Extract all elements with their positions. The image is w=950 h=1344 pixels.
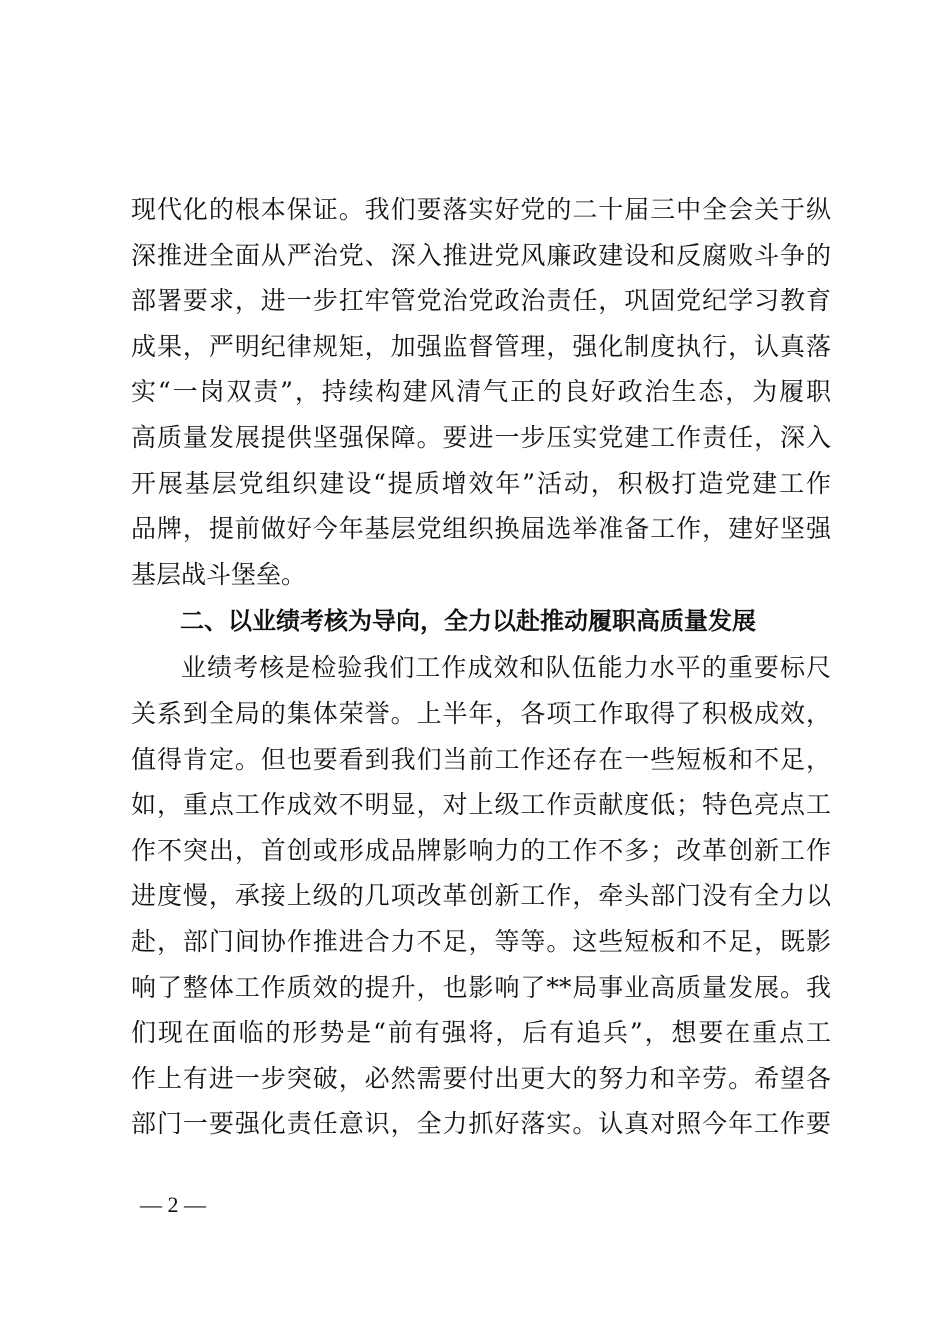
text-line: 基层战斗堡垒。 <box>131 559 307 589</box>
text-line: 响了整体工作质效的提升，也影响了**局事业高质量发展。我 <box>131 972 831 1002</box>
text-line: 部门一要强化责任意识，全力抓好落实。认真对照今年工作要 <box>131 1109 831 1139</box>
text-line: 值得肯定。但也要看到我们当前工作还存在一些短板和不足， <box>131 744 831 774</box>
text-line: 成果，严明纪律规矩，加强监督管理，强化制度执行，认真落 <box>131 331 831 361</box>
text-line: 实“一岗双责”，持续构建风清气正的良好政治生态，为履职 <box>131 377 831 407</box>
text-line: 深推进全面从严治党、深入推进党风廉政建设和反腐败斗争的 <box>131 240 831 270</box>
text-line: 进度慢，承接上级的几项改革创新工作，牵头部门没有全力以 <box>131 881 831 911</box>
document-body <box>131 187 831 1147</box>
section-heading: 二、以业绩考核为导向，全力以赴推动履职高质量发展 <box>180 607 756 636</box>
text-line: 业绩考核是检验我们工作成效和队伍能力水平的重要标尺 <box>181 653 831 683</box>
text-line: 品牌，提前做好今年基层党组织换届选举准备工作，建好坚强 <box>131 514 831 544</box>
page-number: — 2 — <box>140 1192 206 1217</box>
text-line: 作不突出，首创或形成品牌影响力的工作不多；改革创新工作 <box>131 835 831 865</box>
text-line: 现代化的根本保证。我们要落实好党的二十届三中全会关于纵 <box>131 195 831 224</box>
text-line: 开展基层党组织建设“提质增效年”活动，积极打造党建工作 <box>131 468 831 498</box>
paragraph-performance-assessment <box>131 645 831 1147</box>
text-line: 们现在面临的形势是“前有强将，后有追兵”，想要在重点工 <box>131 1018 831 1048</box>
text-line: 部署要求，进一步扛牢管党治党政治责任，巩固党纪学习教育 <box>131 286 831 316</box>
text-line: 赴，部门间协作推进合力不足，等等。这些短板和不足，既影 <box>131 926 831 956</box>
paragraph-party-building <box>131 187 831 597</box>
text-line: 高质量发展提供坚强保障。要进一步压实党建工作责任，深入 <box>131 422 831 452</box>
text-line: 关系到全局的集体荣誉。上半年，各项工作取得了积极成效， <box>131 698 831 728</box>
text-line: 如，重点工作成效不明显，对上级工作贡献度低；特色亮点工 <box>131 790 831 820</box>
text-line: 作上有进一步突破，必然需要付出更大的努力和辛劳。希望各 <box>131 1063 831 1093</box>
